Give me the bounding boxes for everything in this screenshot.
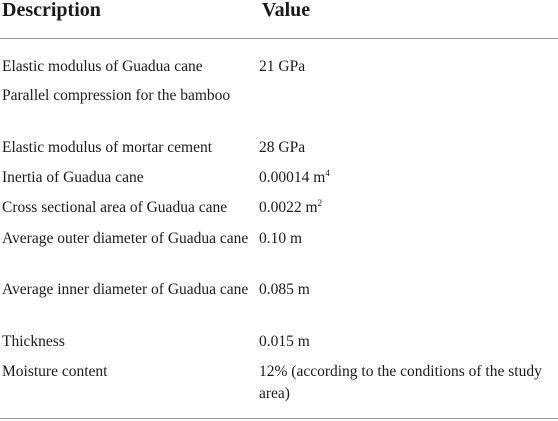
row-description: Parallel compression for the bamboo bbox=[2, 87, 231, 104]
row-value: 21 GPa bbox=[259, 58, 306, 75]
row-description: Inertia of Guadua cane bbox=[2, 169, 144, 186]
row-value: 12% (according to the conditions of the study area) bbox=[259, 363, 542, 402]
row-description: Thickness bbox=[2, 333, 65, 350]
row-value: 0.10 m bbox=[259, 230, 303, 247]
row-value: 0.015 m bbox=[259, 333, 310, 350]
row-description: Average inner diameter of Guadua cane bbox=[2, 281, 249, 298]
row-description: Elastic modulus of Guadua cane bbox=[2, 58, 203, 75]
row-value bbox=[259, 167, 555, 189]
table-bottom-rule bbox=[0, 418, 558, 419]
row-description: Average outer diameter of Guadua cane bbox=[2, 230, 249, 247]
row-description: Elastic modulus of mortar cement bbox=[2, 139, 213, 156]
header-description: Description bbox=[2, 0, 101, 21]
row-description: Moisture content bbox=[2, 363, 108, 380]
value-exponent: 4 bbox=[325, 168, 330, 178]
value-text: 0.00014 m bbox=[259, 169, 326, 186]
row-description: Cross sectional area of Guadua cane bbox=[2, 199, 228, 216]
table-header bbox=[0, 0, 558, 39]
value-exponent: 2 bbox=[317, 198, 323, 208]
row-value bbox=[259, 197, 555, 219]
header-value: Value bbox=[262, 0, 311, 21]
value-text: 0.0022 m bbox=[259, 199, 318, 216]
row-value: 0.085 m bbox=[259, 281, 310, 298]
row-value: 28 GPa bbox=[259, 139, 306, 156]
